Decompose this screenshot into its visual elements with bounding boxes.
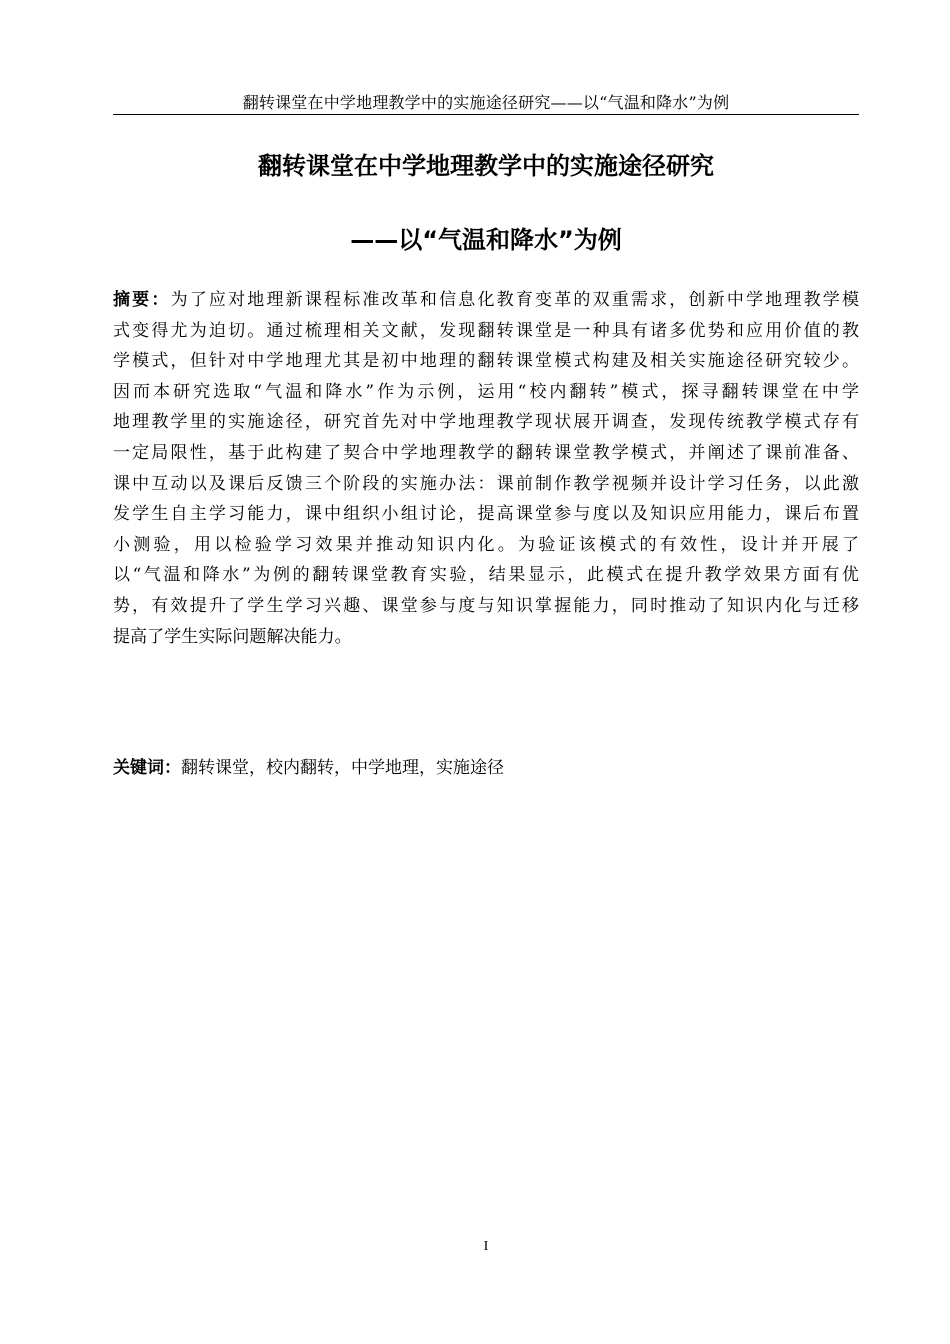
abstract-label: 摘要： <box>113 290 171 310</box>
abstract-line <box>113 285 859 316</box>
keywords-label: 关键词： <box>113 758 181 778</box>
abstract-line: 发学生自主学习能力，课中组织小组讨论，提高课堂参与度以及知识应用能力，课后布置 <box>113 504 859 525</box>
document-subtitle: ——以“气温和降水”为例 <box>350 226 622 254</box>
abstract-line: 提高了学生实际问题解决能力。 <box>113 626 352 647</box>
abstract-line-text: 为了应对地理新课程标准改革和信息化教育变革的双重需求，创新中学地理教学模 <box>170 290 859 310</box>
abstract-section <box>113 285 859 652</box>
running-header: 翻转课堂在中学地理教学中的实施途径研究——以“气温和降水”为例 <box>242 93 730 112</box>
document-title: 翻转课堂在中学地理教学中的实施途径研究 <box>258 152 714 180</box>
abstract-line: 一定局限性，基于此构建了契合中学地理教学的翻转课堂教学模式，并阐述了课前准备、 <box>113 442 859 463</box>
abstract-line: 学模式，但针对中学地理尤其是初中地理的翻转课堂模式构建及相关实施途径研究较少。 <box>113 351 859 372</box>
abstract-line: 因而本研究选取“气温和降水”作为示例，运用“校内翻转”模式，探寻翻转课堂在中学 <box>113 381 859 402</box>
abstract-line: 地理教学里的实施途径，研究首先对中学地理教学现状展开调查，发现传统教学模式存有 <box>113 412 859 433</box>
keywords-line <box>113 753 859 783</box>
abstract-line: 势，有效提升了学生学习兴趣、课堂参与度与知识掌握能力，同时推动了知识内化与迁移 <box>113 595 859 616</box>
keywords-text: 翻转课堂，校内翻转，中学地理，实施途径 <box>181 758 504 778</box>
header-rule <box>113 114 859 115</box>
abstract-line: 以“气温和降水”为例的翻转课堂教育实验，结果显示，此模式在提升教学效果方面有优 <box>113 565 859 586</box>
abstract-line: 小测验，用以检验学习效果并推动知识内化。为验证该模式的有效性，设计并开展了 <box>113 534 859 555</box>
abstract-line: 式变得尤为迫切。通过梳理相关文献，发现翻转课堂是一种具有诸多优势和应用价值的教 <box>113 320 859 341</box>
abstract-line: 课中互动以及课后反馈三个阶段的实施办法：课前制作教学视频并设计学习任务，以此激 <box>113 473 859 494</box>
page-number: I <box>483 1239 489 1254</box>
